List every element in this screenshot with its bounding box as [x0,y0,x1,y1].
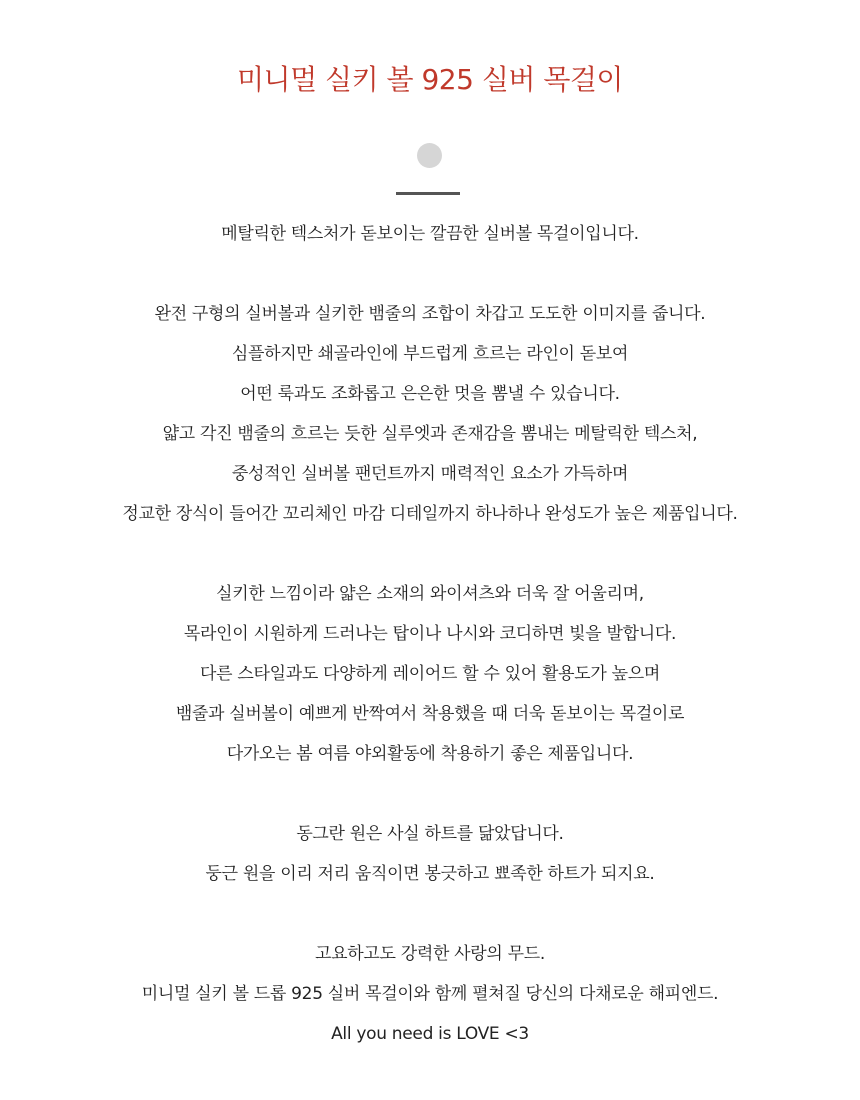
text-line: 완전 구형의 실버볼과 실키한 뱀줄의 조합이 차갑고 도도한 이미지를 줍니다. [154,304,706,324]
divider-rule [396,192,460,195]
text-line: 동그란 원은 사실 하트를 닮았답니다. [296,824,564,844]
text-line: 둥근 원을 이리 저리 움직이면 봉긋하고 뾰족한 하트가 되지요. [205,864,655,884]
text-line: 다가오는 봄 여름 야외활동에 착용하기 좋은 제품입니다. [226,744,634,764]
paragraph-1 [0,214,860,254]
text-line: 다른 스타일과도 다양하게 레이어드 할 수 있어 활용도가 높으며 [199,664,660,684]
text-line: 얇고 각진 뱀줄의 흐르는 듯한 실루엣과 존재감을 뽐내는 메탈릭한 텍스처, [162,424,698,444]
text-line: 실키한 느낌이라 얇은 소재의 와이셔츠와 더욱 잘 어울리며, [216,584,644,604]
paragraph-3 [0,574,860,774]
text-line: 중성적인 실버볼 팬던트까지 매력적인 요소가 가득하며 [231,464,629,484]
text-line: 어떤 룩과도 조화롭고 은은한 멋을 뽐낼 수 있습니다. [240,384,620,404]
paragraph-4 [0,814,860,894]
product-title: 미니멀 실키 볼 925 실버 목걸이 [237,63,623,96]
paragraph-5 [0,934,860,1054]
text-line: All you need is LOVE <3 [331,1024,529,1044]
description-body [0,214,860,1054]
text-line: 미니멀 실키 볼 드롭 925 실버 목걸이와 함께 펼쳐질 당신의 다채로운 해피엔드. [141,984,719,1004]
text-line: 메탈릭한 텍스처가 돋보이는 깔끔한 실버볼 목걸이입니다. [221,224,639,244]
text-line: 심플하지만 쇄골라인에 부드럽게 흐르는 라인이 돋보여 [231,344,629,364]
decorative-dot [417,143,442,168]
text-line: 정교한 장식이 들어간 꼬리체인 마감 디테일까지 하나하나 완성도가 높은 제품입니다. [122,504,738,524]
text-line: 목라인이 시원하게 드러나는 탑이나 나시와 코디하면 빛을 발합니다. [183,624,677,644]
text-line: 뱀줄과 실버볼이 예쁘게 반짝여서 착용했을 때 더욱 돋보이는 목걸이로 [175,704,685,724]
paragraph-2 [0,294,860,534]
text-line: 고요하고도 강력한 사랑의 무드. [314,944,545,964]
